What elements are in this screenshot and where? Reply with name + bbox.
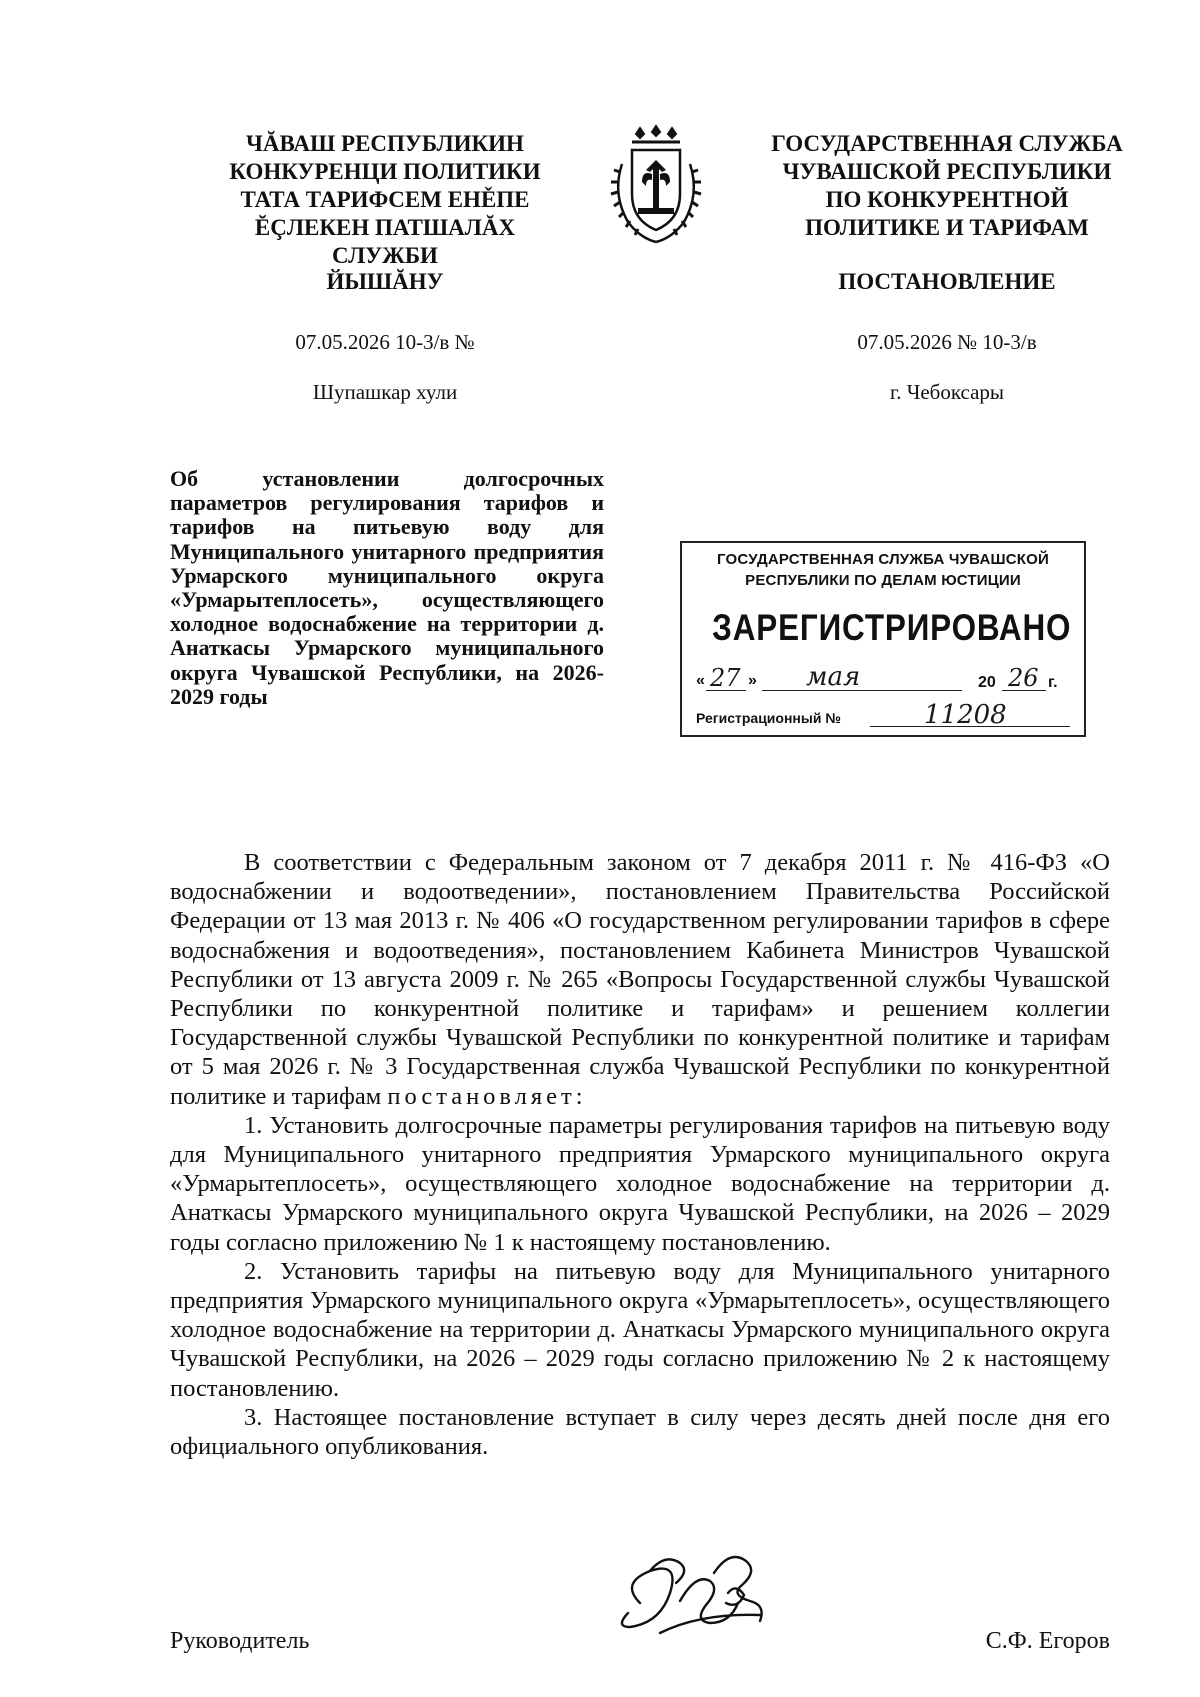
registration-stamp (680, 541, 1086, 737)
right-doc-type: ПОСТАНОВЛЕНИЕ (838, 269, 1056, 294)
handwritten-signature-icon (610, 1543, 770, 1643)
body-paragraph-4: 3. Настоящее постановление вступает в силу через десять дней после дня его официального опубликования. (170, 1403, 1110, 1461)
stamp-date-month: мая (806, 662, 861, 692)
right-org-line: ПОЛИТИКЕ И ТАРИФАМ (805, 215, 1089, 240)
left-org-line: КОНКУРЕНЦИ ПОЛИТИКИ (229, 159, 541, 184)
stamp-date-month-line (762, 690, 962, 691)
right-org-line: ПО КОНКУРЕНТНОЙ (825, 187, 1069, 212)
decree-word: постановляет: (387, 1082, 587, 1110)
stamp-date-year: 26 (1008, 664, 1039, 692)
left-org-name (205, 130, 565, 270)
stamp-regno (696, 700, 1076, 732)
signatory-name: С.Ф. Егоров (985, 1628, 1110, 1654)
body-paragraph-1 (170, 848, 1110, 1111)
document-title: Об установлении долгосрочных параметров регулирования тарифов и тарифов на питьевую воду для Муниципального унитарного предприятия Урмарского муниципального округа «Урмарытеплосеть», осуществляющего холодное водоснабжение на территории д. Анаткасы Урмарского муниципального округа Чувашской Республики, на 2026-2029 годы (170, 466, 604, 709)
signatory-position: Руководитель (170, 1628, 310, 1654)
left-city: Шупашкар хули (312, 380, 458, 404)
stamp-date-close-quote: » (748, 672, 757, 689)
left-org-line: ЧĂВАШ РЕСПУБЛИКИН (246, 131, 524, 156)
left-date-number: 07.05.2026 10-3/в № (295, 330, 475, 354)
stamp-registered: ЗАРЕГИСТРИРОВАНО (712, 607, 1072, 648)
left-org-line: ĔÇЛЕКЕН ПАТШАЛĂХ СЛУЖБИ (254, 215, 516, 268)
right-org-line: ГОСУДАРСТВЕННАЯ СЛУЖБА (771, 131, 1123, 156)
stamp-date-day-line (706, 690, 746, 691)
stamp-org-line: ГОСУДАРСТВЕННАЯ СЛУЖБА ЧУВАШСКОЙ (716, 551, 1049, 568)
right-city: г. Чебоксары (889, 380, 1005, 404)
stamp-org-line: РЕСПУБЛИКИ ПО ДЕЛАМ ЮСТИЦИИ (745, 572, 1021, 589)
stamp-date-day: 27 (710, 664, 741, 692)
left-org-line: ТАТА ТАРИФСЕМ ЕНĚПЕ (240, 187, 530, 212)
stamp-date-open-quote: « (696, 672, 705, 689)
right-org-line: ЧУВАШСКОЙ РЕСПУБЛИКИ (782, 159, 1112, 184)
stamp-regno-value: 11208 (924, 700, 1007, 730)
document-body (170, 848, 1110, 1461)
right-org-name (752, 130, 1142, 242)
stamp-date-year-suffix: г. (1048, 674, 1058, 691)
body-paragraph-2: 1. Установить долгосрочные параметры регулирования тарифов на питьевую воду для Муниципального унитарного предприятия Урмарского муниципального округа «Урмарытеплосеть», осуществляющего холодное водоснабжение на территории д. Анаткасы Урмарского муниципального округа Чувашской Республики, на 2026 – 2029 годы согласно приложению № 1 к настоящему постановлению. (170, 1111, 1110, 1256)
stamp-regno-line (870, 726, 1070, 727)
paragraph-1-text: В соответствии с Федеральным законом от 7 декабря 2011 г. № 416-ФЗ «О водоснабжении и водоотведении», постановлением Правительства Российской Федерации от 13 мая 2013 г. № 406 «О государственном регулировании тарифов в сфере водоснабжения и водоотведения», постановлением Кабинета Министров Чувашской Республики от 13 августа 2009 г. № 265 «Вопросы Государственной службы Чувашской Республики по конкурентной политике и тарифам» и решением коллегии Государственной службы Чувашской Республики по конкурентной политике и тарифам от 5 мая 2026 г. № 3 Государственная служба Чувашской Республики по конкурентной политике и тарифам (170, 849, 1110, 1110)
stamp-regno-label: Регистрационный № (696, 710, 841, 726)
chuvash-coat-of-arms-icon (606, 124, 706, 246)
left-doc-type: ЙЫШĂНУ (326, 269, 444, 294)
stamp-date (696, 662, 1076, 696)
right-date-number: 07.05.2026 № 10-3/в (857, 330, 1037, 354)
stamp-date-year-prefix: 20 (978, 674, 996, 691)
stamp-date-year-line (1002, 690, 1046, 691)
stamp-org (682, 549, 1084, 591)
body-paragraph-3: 2. Установить тарифы на питьевую воду для Муниципального унитарного предприятия Урмарского муниципального округа «Урмарытеплосеть», осуществляющего холодное водоснабжение на территории д. Анаткасы Урмарского муниципального округа Чувашской Республики, на 2026 – 2029 годы согласно приложению № 2 к настоящему постановлению. (170, 1257, 1110, 1402)
